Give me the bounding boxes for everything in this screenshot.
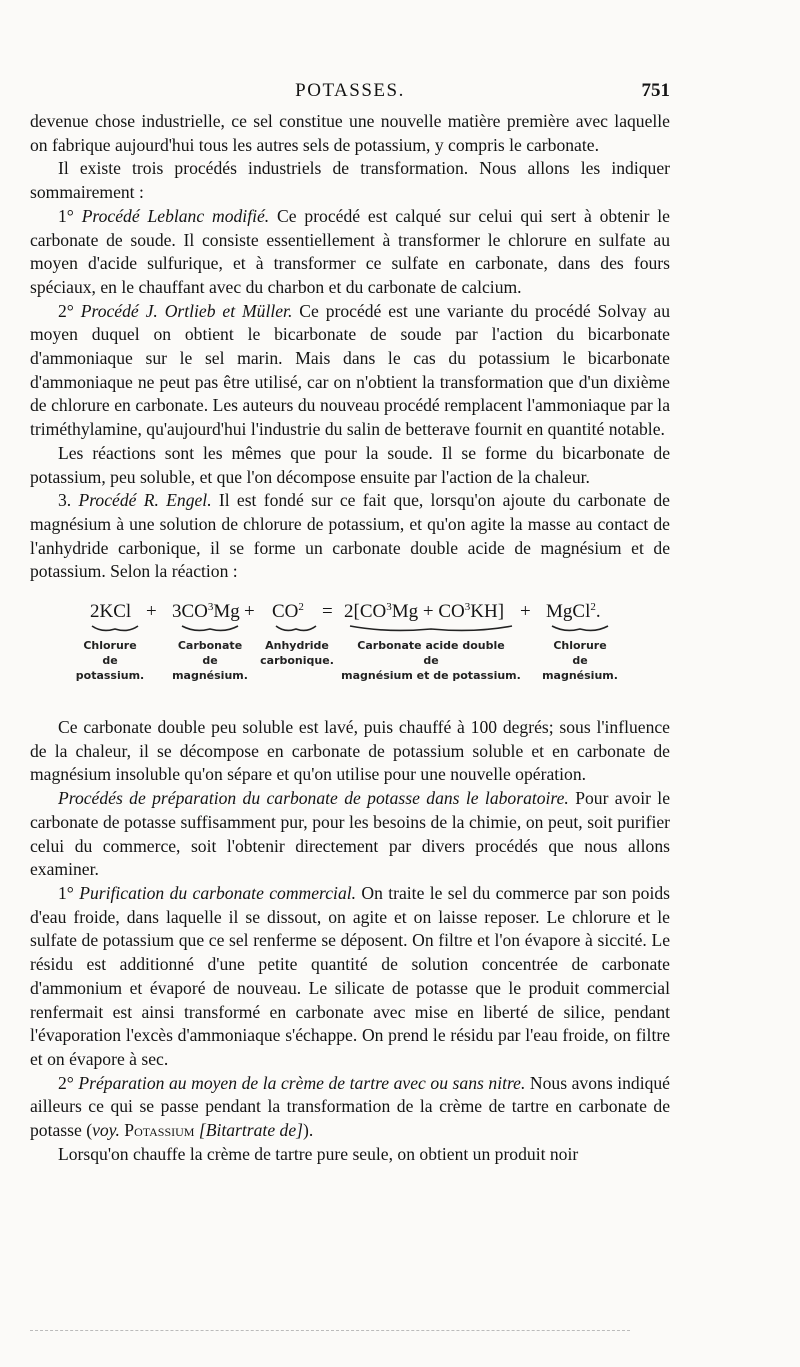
paragraph: Ce carbonate double peu soluble est lavé, puis chauffé à 100 degrés; sous l'influence de la chaleur, il se décompose en carbonate de potassium soluble et en carbonate de magnésium insoluble qu'on sépare et qu'on utilise pour une nouvelle opération. [30, 717, 670, 785]
item-number: 2° [58, 300, 74, 321]
equation-label: Carbonate acide double de magnésium et de potassium. [341, 639, 521, 683]
underbrace-icon [274, 624, 318, 634]
equation-label: Chlorure de magnésium. [542, 639, 618, 683]
paragraph-text: Nous avons indiqué ailleurs ce qui se passe pendant la transformation de la crème de tartre en carbonate de potasse ( [30, 1072, 670, 1141]
scan-bleed-line [30, 1330, 630, 1333]
underbrace-icon [348, 624, 514, 634]
underbrace-icon [550, 624, 610, 634]
paragraph: Il existe trois procédés industriels de transformation. Nous allons les indiquer sommairement : [30, 158, 670, 203]
paragraph [30, 205, 670, 300]
cross-reference: [Bitartrate de] [194, 1120, 303, 1141]
header-title: POTASSES. [295, 80, 405, 101]
paragraph [30, 1072, 670, 1143]
page-number: 751 [641, 80, 670, 101]
paragraph-text: Pour avoir le carbonate de potasse suffisamment pur, pour les besoins de la chimie, on peut, soit purifier celui du commerce, soit l'obtenir directement par divers procédés que nous allons examiner. [30, 788, 670, 880]
paragraph-text: Ce procédé est calqué sur celui qui sert à obtenir le carbonate de soude. Il consiste essentiellement à transformer le chlorure en sulfate au moyen d'acide sulfurique, et à transformer ce sulfate en carbonate, dans des fours spéciaux, en le chauffant avec du charbon et du carbonate de calcium. [30, 205, 670, 297]
equation-label: Chlorure de potassium. [75, 639, 145, 683]
underbrace-icon [90, 624, 140, 634]
running-header [30, 78, 670, 108]
item-number: 3. [58, 490, 72, 511]
section-title: Procédé J. Ortlieb et Müller. [80, 300, 293, 321]
item-number: 2° [58, 1072, 74, 1093]
equation-label: Anhydride carbonique. [260, 639, 334, 668]
paragraph-text: On traite le sel du commerce par son poids d'eau froide, dans laquelle il se dissout, on agite et on laisse reposer. Le chlorure et le sulfate de potassium que ce sel renferme se déposent. On filtre et l'on évapore à siccité. Le résidu est additionné d'une petite quantité de solution concentrée de carbonate d'ammonium et évaporé de nouveau. Le silicate de potasse que le produit commercial renfermait est ainsi transformé en carbonate avec mise en liberté de silice, pendant l'évaporation l'excès d'ammoniaque s'échappe. On prend le résidu par l'eau froide, on filtre et on évapore à sec. [30, 882, 670, 1069]
paragraph [30, 787, 670, 882]
paragraph [30, 489, 670, 584]
section-title: Procédés de préparation du carbonate de potasse dans le laboratoire. [58, 788, 569, 809]
section-title: Procédé R. Engel. [78, 490, 212, 511]
equation-term: $CO^2$ [272, 601, 304, 623]
equation-label: Carbonate de magnésium. [172, 639, 248, 683]
equation-term: $3CO^3Mg$ [172, 601, 240, 623]
equation-operator: = [322, 601, 333, 623]
section-title: Purification du carbonate commercial. [79, 882, 357, 903]
chemical-equation [30, 596, 670, 706]
equation-term: 2KCl [90, 601, 132, 623]
paragraph-text: Il est fondé sur ce fait que, lorsqu'on ajoute du carbonate de magnésium à une solution de chlorure de potassium, et qu'on agite la masse au contact de l'anhydride carbonique, il se forme un carbonate double acide de magnésium et de potassium. Selon la réaction : [30, 490, 670, 582]
paragraph [30, 882, 670, 1072]
paragraph [30, 300, 670, 442]
underbrace-icon [180, 624, 240, 634]
equation-term: MgCl$^2$. [546, 601, 601, 623]
equation-term: $2[CO^3Mg + CO^3KH]$ [344, 601, 505, 623]
item-number: 1° [58, 882, 74, 903]
item-number: 1° [58, 205, 74, 226]
paragraph-text: Ce procédé est une variante du procédé Solvay au moyen duquel on obtient le bicarbonate de soude par l'action du bicarbonate d'ammoniaque sur le sel marin. Mais dans le cas du potassium le bicarbonate d'ammoniaque ne peut pas être utilisé, car on n'obtient la transformation que d'un dixième de chlorure en carbonate. Les auteurs du nouveau procédé remplacent l'ammoniaque par la triméthylamine, qu'aujourd'hui l'industrie du salin de betterave fournit en quantité notable. [30, 300, 670, 440]
paragraph: Les réactions sont les mêmes que pour la soude. Il se forme du bicarbonate de potassium, peu soluble, et que l'on décompose ensuite par l'action de la chaleur. [30, 442, 670, 487]
page-body [30, 110, 670, 1166]
paragraph-text: ). [302, 1120, 314, 1141]
equation-operator: + [520, 601, 531, 623]
paragraph: Lorsqu'on chauffe la crème de tartre pure seule, on obtient un produit noir [58, 1143, 579, 1164]
section-title: Procédé Leblanc modifié. [81, 205, 270, 226]
cross-reference: voy. [92, 1120, 120, 1141]
section-title: Préparation au moyen de la crème de tartre avec ou sans nitre. [78, 1072, 526, 1093]
paragraph: devenue chose industrielle, ce sel constitue une nouvelle matière première avec laquelle on fabrique aujourd'hui tous les autres sels de potassium, y compris le carbonate. [30, 111, 670, 155]
equation-operator: + [146, 601, 157, 623]
equation-operator: + [244, 601, 255, 623]
cross-reference: Potassium [119, 1120, 195, 1141]
